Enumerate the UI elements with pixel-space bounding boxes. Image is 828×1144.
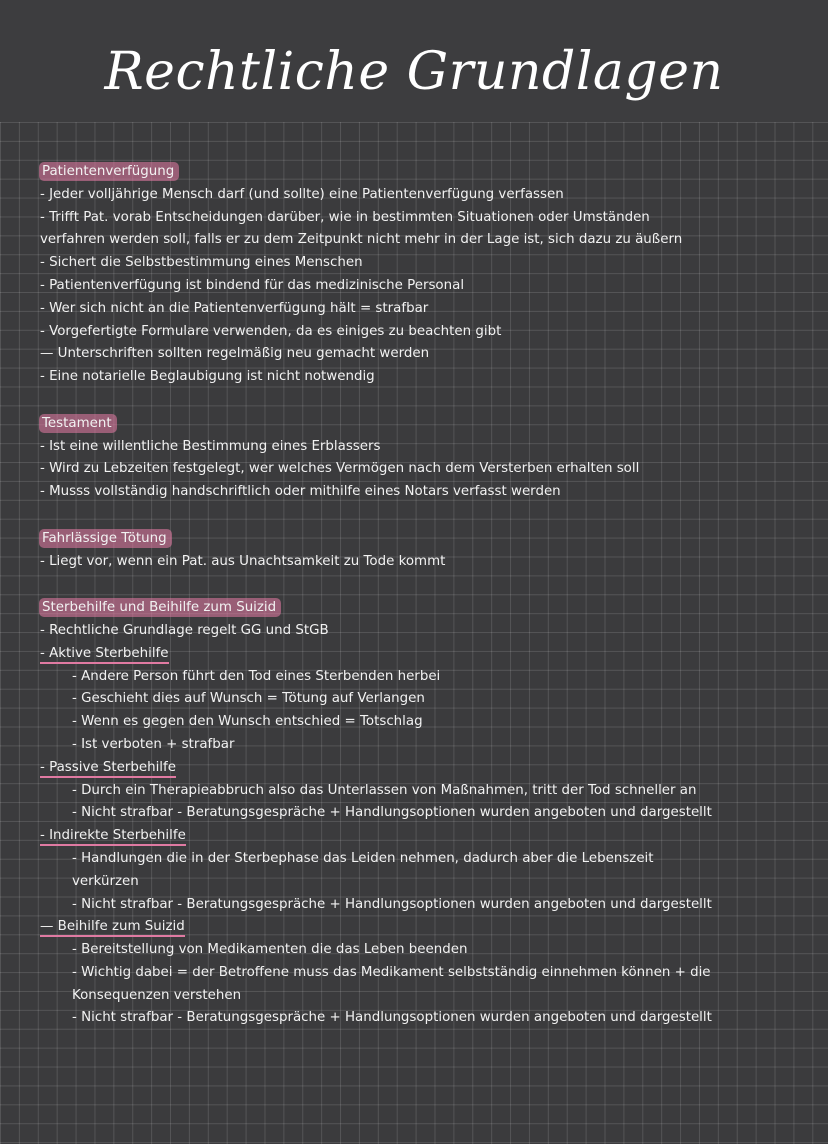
list-item: verfahren werden soll, falls er zu dem Zeitpunkt nicht mehr in der Lage ist, sich dazu zu äußern [40,232,683,248]
list-item: - Eine notarielle Beglaubigung ist nicht notwendig [40,369,375,385]
list-item: - Musss vollständig handschriftlich oder mithilfe eines Notars verfasst werden [40,484,561,500]
list-item: - Nicht strafbar - Beratungsgespräche + Handlungsoptionen wurden angeboten und dargestellt [72,805,712,821]
list-item: - Wichtig dabei = der Betroffene muss das Medikament selbstständig einnehmen können + die [72,964,711,980]
list-item: - Geschieht dies auf Wunsch = Tötung auf Verlangen [72,691,425,707]
list-item: - Handlungen die in der Sterbephase das Leiden nehmen, dadurch aber die Lebenszeit [72,850,654,866]
list-item: - Andere Person führt den Tod eines Sterbenden herbei [72,668,441,684]
list-item: - Bereitstellung von Medikamenten die das Leben beenden [72,942,468,958]
list-item: - Nicht strafbar - Beratungsgespräche + Handlungsoptionen wurden angeboten und dargestellt [72,896,712,912]
notes-content [40,160,810,1053]
list-item: - Ist eine willentliche Bestimmung eines Erblassers [40,438,381,454]
subsection-label: Passive Sterbehilfe [49,759,176,775]
subsection-prefix: - [40,645,50,661]
list-item: Konsequenzen verstehen [72,987,242,1003]
subsection-prefix: - [40,828,50,844]
list-item: - Trifft Pat. vorab Entscheidungen darüber, wie in bestimmten Situationen oder Umständen [40,209,650,225]
section-heading: Fahrlässige Tötung [39,529,172,548]
section-heading: Testament [39,414,117,433]
list-item: - Ist verboten + strafbar [72,736,235,752]
list-item: - Wird zu Lebzeiten festgelegt, wer welches Vermögen nach dem Versterben erhalten soll [40,461,640,477]
subsection-label: Indirekte Sterbehilfe [49,828,186,844]
subsection-heading [40,916,810,939]
section-fahrlaessige-toetung [40,527,810,574]
list-item: - Wenn es gegen den Wunsch entschied = Totschlag [72,714,423,730]
list-item: verkürzen [72,873,139,889]
subsection-heading [40,825,810,848]
subsection-prefix: — [40,919,58,935]
list-item: - Wer sich nicht an die Patientenverfügung hält = strafbar [40,300,429,316]
subsection-label: Aktive Sterbehilfe [49,645,169,661]
list-item: - Vorgefertigte Formulare verwenden, da es einiges zu beachten gibt [40,323,502,339]
list-item: - Durch ein Therapieabbruch also das Unterlassen von Maßnahmen, tritt der Tod schneller an [72,782,697,798]
section-sterbehilfe [40,596,810,1030]
list-item: - Liegt vor, wenn ein Pat. aus Unachtsamkeit zu Tode kommt [40,553,446,569]
page-title: Rechtliche Grundlagen [104,42,724,102]
section-heading: Sterbehilfe und Beihilfe zum Suizid [39,598,281,617]
subsection-prefix: - [40,759,50,775]
subsection-heading [40,643,810,666]
list-item: - Nicht strafbar - Beratungsgespräche + Handlungsoptionen wurden angeboten und dargestellt [72,1010,712,1026]
list-item: - Patientenverfügung ist bindend für das medizinische Personal [40,277,465,293]
list-item: - Rechtliche Grundlage regelt GG und StGB [40,622,329,638]
subsection-label: Beihilfe zum Suizid [57,919,185,935]
section-testament [40,412,810,504]
page-header [0,0,828,122]
list-item: - Jeder volljährige Mensch darf (und sollte) eine Patientenverfügung verfassen [40,186,564,202]
list-item: - Sichert die Selbstbestimmung eines Menschen [40,255,363,271]
section-heading: Patientenverfügung [39,162,179,181]
subsection-heading [40,757,810,780]
list-item: — Unterschriften sollten regelmäßig neu gemacht werden [40,346,430,362]
section-patientenverfuegung [40,160,810,389]
